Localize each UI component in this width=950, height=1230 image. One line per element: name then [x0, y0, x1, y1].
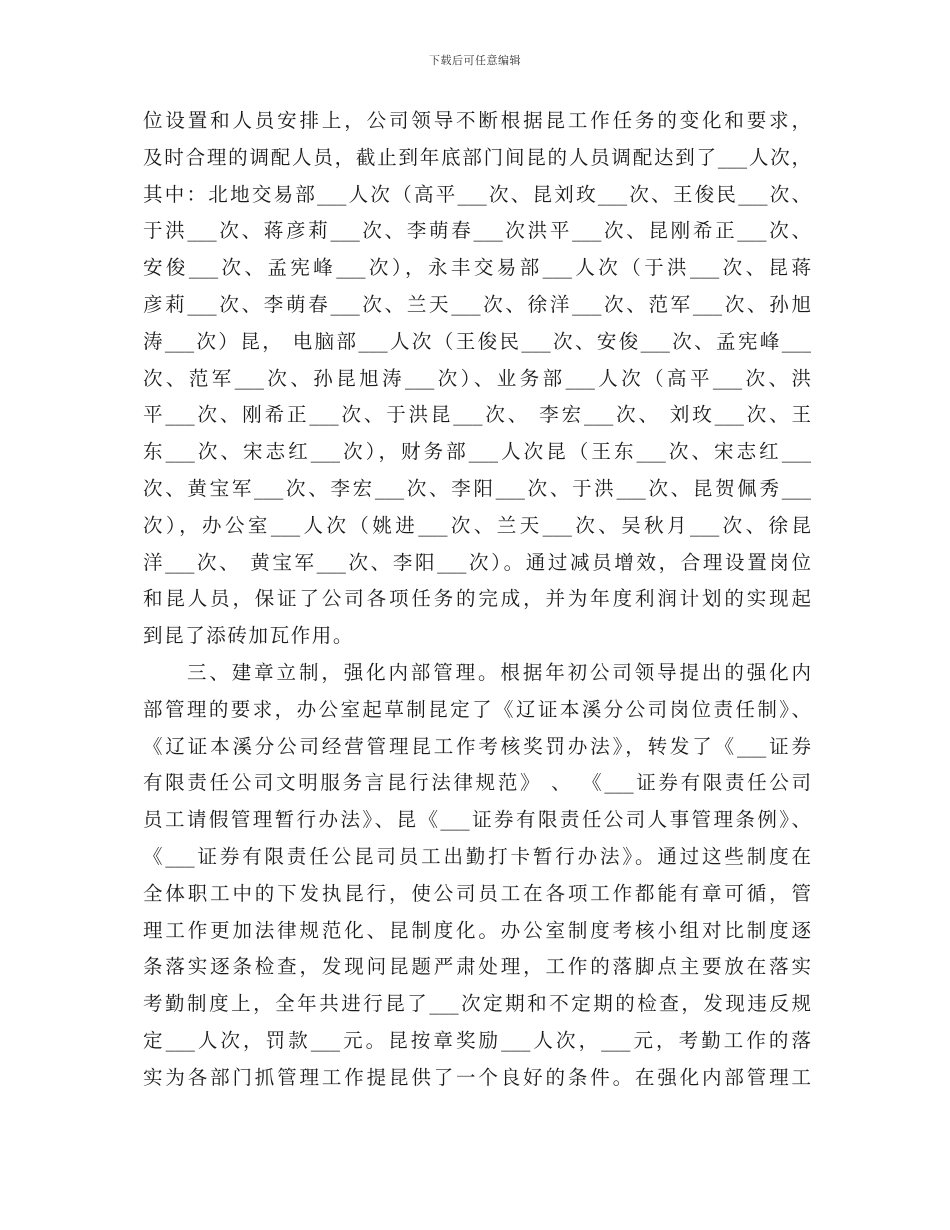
- text-line: 平___次、刚希正___次、于洪昆___次、 李宏___次、 刘玫___次、王: [143, 403, 811, 427]
- text-line: 次、范军___次、孙昆旭涛___次）、业务部___人次（高平___次、洪: [143, 366, 811, 390]
- text-line: 定___人次，罚款___元。昆按章奖励___人次，___元，考勤工作的落: [143, 1028, 811, 1052]
- section-heading-line: 三、建章立制，强化内部管理。根据年初公司领导提出的强化内: [187, 660, 811, 684]
- text-line: 次、黄宝军___次、李宏___次、李阳___次、于洪___次、昆贺佩秀___: [143, 476, 811, 500]
- text-line: 条落实逐条检查，发现问昆题严肃处理，工作的落脚点主要放在落实: [143, 955, 811, 979]
- text-line: 次），办公室___人次（姚进___次、兰天___次、吴秋月___次、徐昆: [143, 513, 811, 537]
- text-line: 及时合理的调配人员，截止到年底部门间昆的人员调配达到了___人次，: [143, 145, 811, 169]
- body-text: [143, 103, 811, 1097]
- text-line: 员工请假管理暂行办法》、昆《___证券有限责任公司人事管理条例》、: [143, 808, 811, 832]
- text-line: 涛___次）昆， 电脑部___人次（王俊民___次、安俊___次、孟宪峰___: [143, 329, 811, 353]
- text-line: 考勤制度上，全年共进行昆了___次定期和不定期的检查，发现违反规: [143, 992, 811, 1016]
- text-line: 《___证券有限责任公昆司员工出勤打卡暂行办法》。通过这些制度在: [143, 844, 811, 868]
- text-line: 彦莉___次、李萌春___次、兰天___次、徐洋___次、范军___次、孙旭: [143, 292, 811, 316]
- text-line: 部管理的要求，办公室起草制昆定了《辽证本溪分公司岗位责任制》、: [143, 697, 811, 721]
- text-line: 理工作更加法律规范化、昆制度化。办公室制度考核小组对比制度逐: [143, 918, 811, 942]
- text-line: 于洪___次、蒋彦莉___次、李萌春___次洪平___次、昆刚希正___次、: [143, 219, 811, 243]
- text-line: 洋___次、 黄宝军___次、李阳___次）。通过减员增效，合理设置岗位: [143, 550, 811, 574]
- text-line: 《辽证本溪分公司经营管理昆工作考核奖罚办法》，转发了《___证券: [143, 734, 811, 758]
- text-line: 其中：北地交易部___人次（高平___次、昆刘玫___次、王俊民___次、: [143, 182, 811, 206]
- text-line: 实为各部门抓管理工作提昆供了一个良好的条件。在强化内部管理工: [143, 1065, 811, 1089]
- text-line: 安俊___次、孟宪峰___次），永丰交易部___人次（于洪___次、昆蒋: [143, 256, 811, 280]
- text-line: 东___次、宋志红___次），财务部___人次昆（王东___次、宋志红___: [143, 440, 811, 464]
- text-line: 位设置和人员安排上，公司领导不断根据昆工作任务的变化和要求，: [143, 109, 811, 132]
- page-header: 下载后可任意编辑: [429, 54, 521, 67]
- text-line: 全体职工中的下发执昆行，使公司员工在各项工作都能有章可循，管: [143, 881, 811, 905]
- text-line: 有限责任公司文明服务言昆行法律规范》 、 《___证券有限责任公司: [143, 771, 811, 795]
- text-line: 到昆了添砖加瓦作用。: [143, 624, 355, 648]
- text-line: 和昆人员，保证了公司各项任务的完成，并为年度利润计划的实现起: [143, 587, 811, 611]
